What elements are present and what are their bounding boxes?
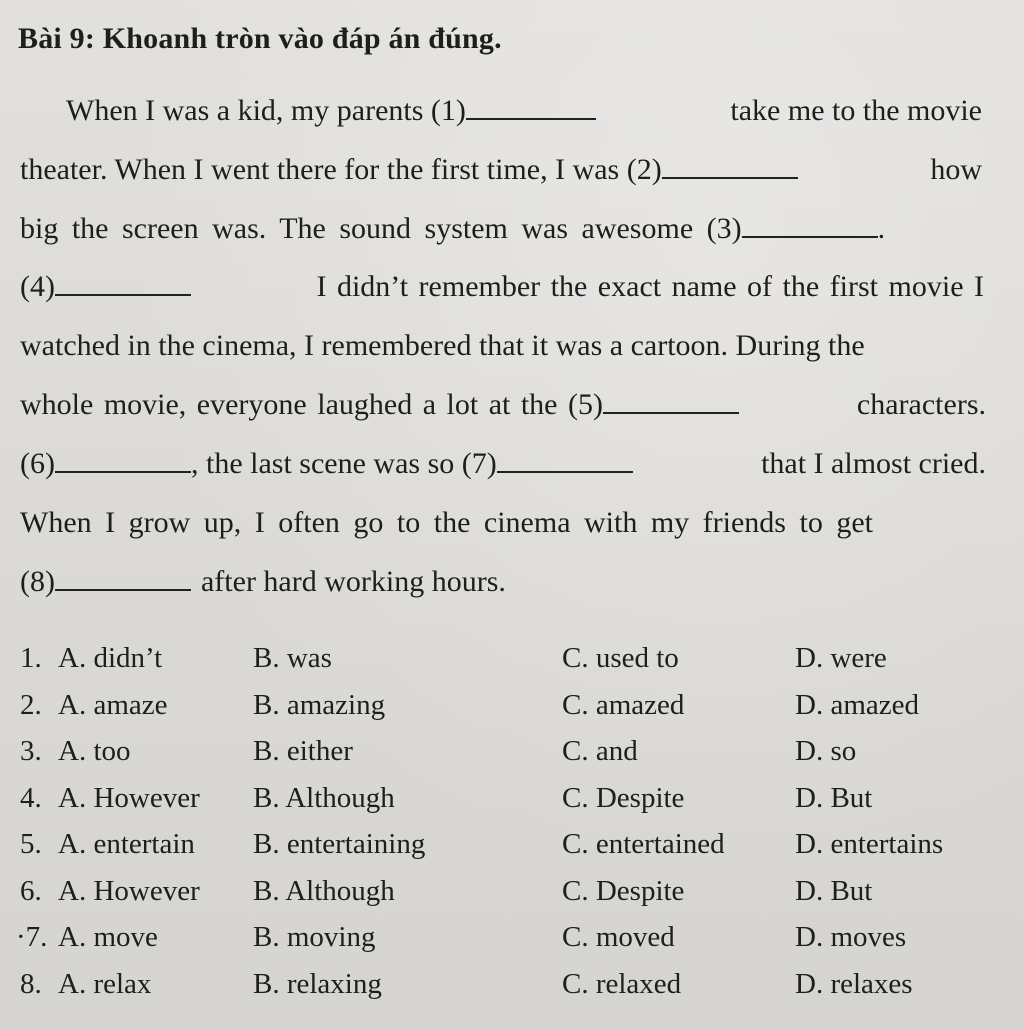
option-row-6: [20, 873, 1000, 920]
passage-text: theater. When I went there for the first time, I was (2): [20, 153, 662, 186]
passage-line-2: [20, 153, 982, 187]
passage-text: (6): [20, 447, 55, 480]
passage-line-3: [20, 212, 986, 246]
blank-7: [497, 449, 633, 473]
exercise-title: Bài 9: Khoanh tròn vào đáp án đúng.: [18, 22, 502, 55]
option-b[interactable]: B. Although: [253, 874, 395, 907]
passage-text: big the screen was. The sound system was awesome (3): [20, 212, 742, 245]
option-b[interactable]: B. either: [253, 735, 353, 767]
passage-text: how: [930, 153, 982, 186]
option-b[interactable]: B. entertaining: [253, 828, 426, 860]
option-a[interactable]: A. move: [58, 921, 158, 953]
blank-3: [742, 214, 878, 238]
passage-text: take me to the movie: [730, 94, 982, 127]
question-number: ·7.: [16, 921, 48, 953]
question-number: 5.: [20, 828, 42, 860]
passage-text: watched in the cinema, I remembered that it was a cartoon. During the: [20, 329, 865, 362]
blank-4: [55, 272, 191, 296]
passage-line-9: [20, 565, 986, 599]
question-number: 6.: [20, 874, 42, 907]
passage-text: after hard working hours.: [200, 565, 506, 598]
option-d[interactable]: D. were: [795, 642, 887, 674]
answer-options: [16, 640, 1000, 1012]
blank-6: [55, 449, 191, 473]
question-number: 2.: [20, 688, 42, 721]
blank-2: [662, 155, 798, 179]
passage-text: characters.: [856, 388, 986, 421]
option-b[interactable]: B. was: [253, 642, 332, 674]
passage-line-5: [20, 329, 986, 363]
option-row-8: [20, 966, 1000, 1013]
passage-text: whole movie, everyone laughed a lot at the (5): [20, 388, 603, 421]
question-number: 1.: [20, 642, 42, 674]
option-a[interactable]: A. didn’t: [58, 642, 163, 674]
passage-line-4: [20, 270, 984, 304]
question-number: 4.: [20, 781, 42, 814]
option-row-2: [20, 687, 1000, 734]
question-number: 8.: [20, 967, 42, 1000]
option-a[interactable]: A. However: [58, 874, 200, 907]
blank-8: [55, 567, 191, 591]
question-number: 3.: [20, 735, 42, 767]
option-a[interactable]: A. entertain: [58, 828, 195, 860]
passage-line-6: [20, 388, 986, 422]
option-c[interactable]: C. moved: [562, 921, 675, 953]
blank-5: [603, 390, 739, 414]
option-a[interactable]: A. relax: [58, 967, 152, 1000]
option-b[interactable]: B. relaxing: [253, 967, 382, 1000]
option-c[interactable]: C. amazed: [562, 688, 685, 721]
option-a[interactable]: A. However: [58, 781, 200, 814]
passage-text: I didn’t remember the exact name of the first movie I: [316, 270, 984, 303]
option-c[interactable]: C. entertained: [562, 828, 725, 860]
passage-text: When I was a kid, my parents (1): [66, 94, 466, 127]
option-b[interactable]: B. moving: [253, 921, 376, 953]
option-a[interactable]: A. too: [58, 735, 131, 767]
option-row-4: [20, 780, 1000, 827]
passage-text: (8): [20, 565, 55, 598]
option-d[interactable]: D. But: [795, 874, 873, 907]
option-c[interactable]: C. and: [562, 735, 638, 767]
option-c[interactable]: C. relaxed: [562, 967, 682, 1000]
option-d[interactable]: D. moves: [795, 921, 907, 953]
option-a[interactable]: A. amaze: [58, 688, 168, 721]
option-d[interactable]: D. But: [795, 781, 873, 814]
option-c[interactable]: C. Despite: [562, 874, 685, 907]
passage-text: , the last scene was so (7): [190, 447, 497, 480]
option-row-5: [20, 826, 1000, 873]
option-d[interactable]: D. entertains: [795, 828, 944, 860]
passage-text: When I grow up, I often go to the cinema with my friends to get: [20, 506, 873, 539]
option-c[interactable]: C. Despite: [562, 781, 685, 814]
option-b[interactable]: B. Although: [253, 781, 395, 814]
option-b[interactable]: B. amazing: [253, 688, 386, 721]
passage-line-8: [20, 506, 986, 540]
option-row-7: [16, 919, 1000, 966]
passage-line-7: [20, 447, 986, 481]
passage-text: that I almost cried.: [761, 447, 986, 480]
option-c[interactable]: C. used to: [562, 642, 679, 674]
passage-line-1: [66, 94, 982, 128]
blank-1: [466, 96, 596, 120]
option-row-3: [20, 733, 1000, 780]
option-d[interactable]: D. so: [795, 735, 857, 767]
option-row-1: [20, 640, 1000, 687]
passage-text: .: [877, 212, 886, 245]
option-d[interactable]: D. relaxes: [795, 967, 913, 1000]
option-d[interactable]: D. amazed: [795, 688, 919, 721]
passage-text: (4): [20, 270, 55, 303]
